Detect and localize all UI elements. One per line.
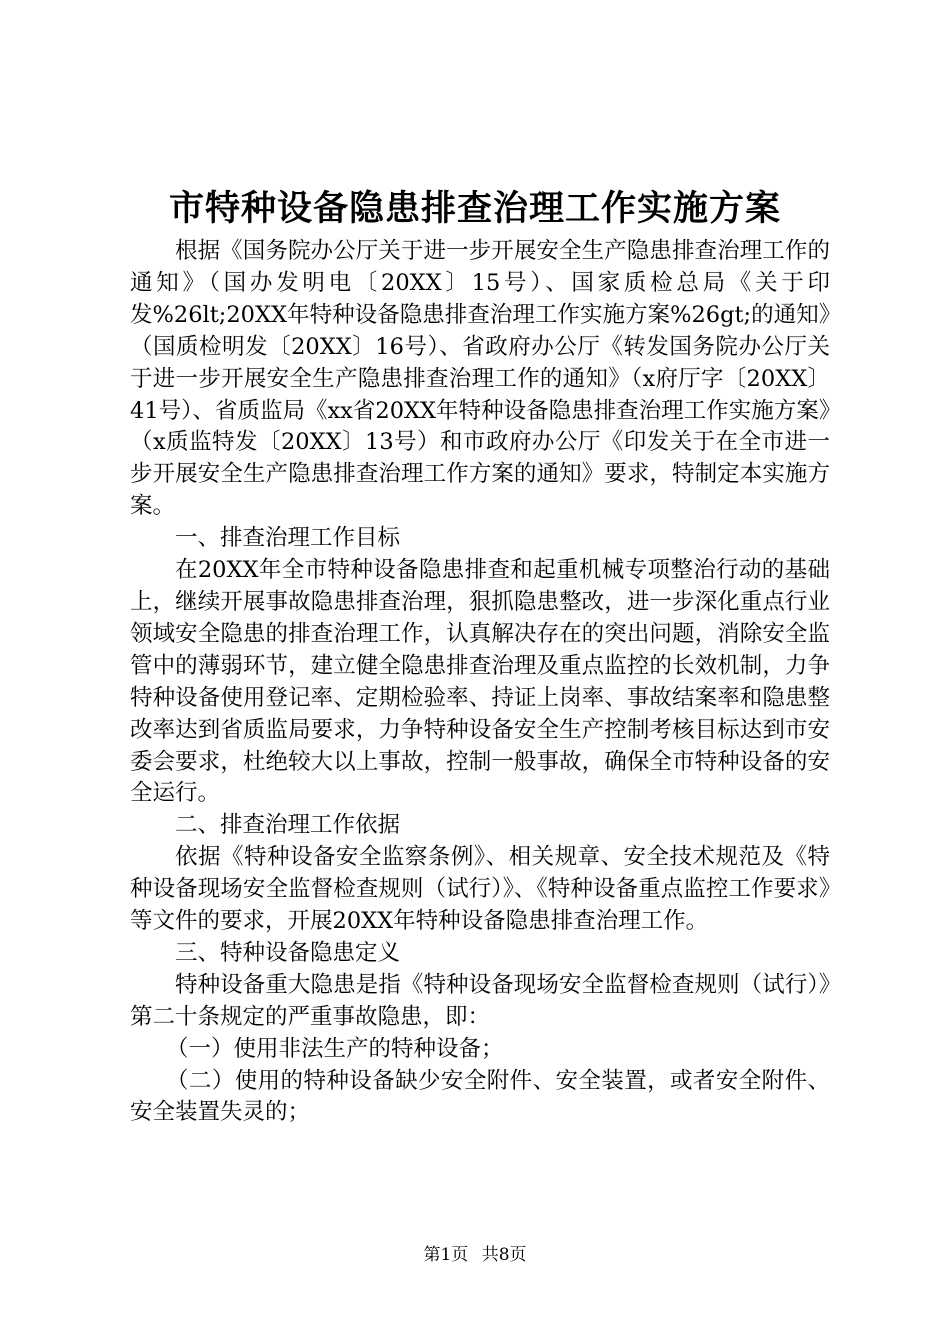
- list-item-1: （一）使用非法生产的特种设备；: [166, 1035, 504, 1062]
- intro-paragraph: 根据《国务院办公厅关于进一步开展安全生产隐患排查治理工作的通知》（国办发明电〔20XX〕15号）、国家质检总局《关于印发%26lt;20XX年特种设备隐患排查治理工作实施方案%26gt;的通知》（国质检明发〔20XX〕16号）、省政府办公厅《转发国务院办公厅关于进一步开展安全生产隐患排查治理工作的通知》（x府厅字〔20XX〕41号）、省质监局《xx省20XX年特种设备隐患排查治理工作实施方案》（x质监特发〔20XX〕13号）和市政府办公厅《印发关于在全市进一步开展安全生产隐患排查治理工作方案的通知》要求，特制定本实施方案。: [130, 238, 830, 520]
- page-total: 共8页: [481, 1245, 527, 1265]
- page-number: 第1页: [423, 1245, 469, 1265]
- section-heading-3: 三、特种设备隐患定义: [175, 939, 401, 966]
- document-title: 市特种设备隐患排查治理工作实施方案: [168, 188, 781, 229]
- section-heading-2: 二、排查治理工作依据: [175, 812, 401, 839]
- section-3-paragraph: 特种设备重大隐患是指《特种设备现场安全监督检查规则（试行）》第二十条规定的严重事故隐患，即：: [130, 971, 830, 1030]
- section-heading-1: 一、排查治理工作目标: [175, 525, 401, 552]
- section-2-paragraph: 依据《特种设备安全监察条例》、相关规章、安全技术规范及《特种设备现场安全监督检查规则（试行）》、《特种设备重点监控工作要求》等文件的要求，开展20XX年特种设备隐患排查治理工作。: [130, 844, 830, 935]
- list-item-2: （二）使用的特种设备缺少安全附件、安全装置，或者安全附件、安全装置失灵的；: [130, 1067, 830, 1126]
- document-body: [130, 236, 830, 1129]
- page-footer: [0, 1243, 950, 1267]
- section-1-paragraph: 在20XX年全市特种设备隐患排查和起重机械专项整治行动的基础上，继续开展事故隐患排查治理，狠抓隐患整改，进一步深化重点行业领域安全隐患的排查治理工作，认真解决存在的突出问题，消除安全监管中的薄弱环节，建立健全隐患排查治理及重点监控的长效机制，力争特种设备使用登记率、定期检验率、持证上岗率、事故结案率和隐患整改率达到省质监局要求，力争特种设备安全生产控制考核目标达到市安委会要求，杜绝较大以上事故，控制一般事故，确保全市特种设备的安全运行。: [130, 557, 830, 807]
